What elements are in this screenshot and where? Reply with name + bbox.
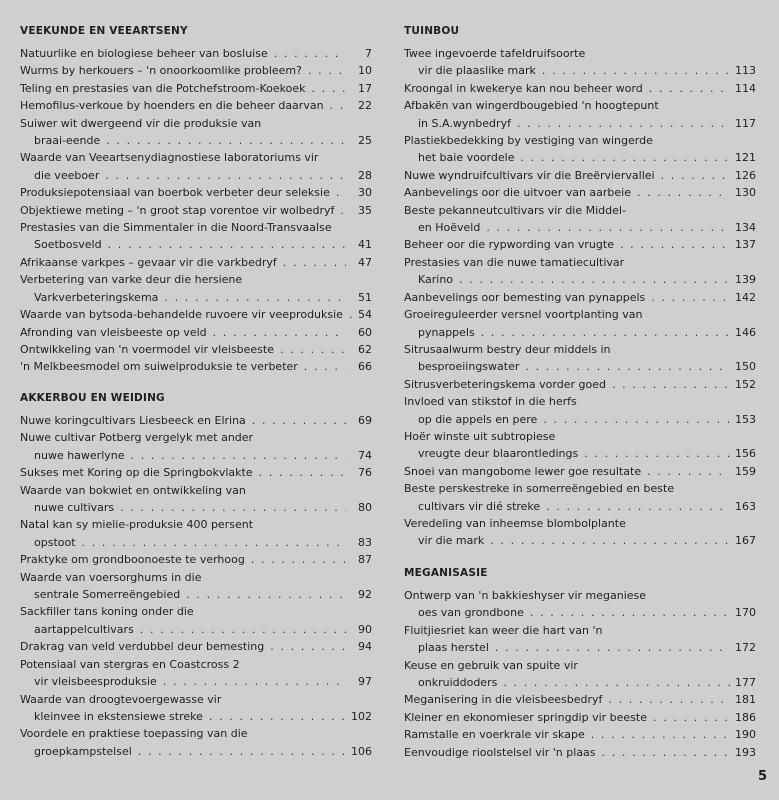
dot-leader [517, 115, 730, 132]
entry-page-number: 106 [351, 744, 372, 758]
toc-list [20, 45, 372, 376]
entry-page-number: 74 [358, 448, 372, 462]
entry-title-line: vir vleisbeesproduksie [34, 675, 157, 689]
entry-title-line: Hemofilus-verkoue by hoenders en die beheer daarvan [20, 99, 324, 113]
entry-page-number: 87 [358, 553, 372, 567]
entry-title-line: Afbakën van wingerdbougebied 'n hoogtepunt [404, 99, 659, 113]
entry-title-line: Sukses met Koring op die Springbokvlakte [20, 466, 253, 480]
entry-last-line [404, 236, 734, 253]
entry-title-line: Ontwikkeling van 'n voermodel vir vleisbeeste [20, 342, 275, 356]
entry-page-number: 150 [735, 360, 756, 374]
dot-leader [340, 202, 346, 219]
dot-leader [82, 534, 346, 551]
entry-title-line: nuwe cultivars [34, 501, 115, 515]
entry-page-number: 181 [735, 693, 756, 707]
toc-entry[interactable] [404, 376, 756, 393]
entry-last-line [20, 341, 350, 358]
entry-last-line [20, 184, 350, 201]
entry-page-number: 159 [735, 464, 756, 478]
dot-leader [304, 358, 346, 375]
toc-entry[interactable] [20, 691, 372, 726]
toc-entry[interactable] [404, 236, 756, 253]
entry-title-line: vir die mark [418, 534, 485, 548]
dot-leader [270, 638, 346, 655]
toc-entry[interactable] [20, 254, 372, 271]
toc-list [404, 45, 756, 550]
entry-page-number: 146 [735, 325, 756, 339]
entry-title-line: Afronding van vleisbeeste op veld [20, 325, 207, 339]
entry-title-line: vir die plaaslike mark [418, 64, 536, 78]
entry-title-line: Fluitjiesriet kan weer die hart van 'n [404, 623, 603, 637]
entry-last-line [404, 445, 734, 462]
entry-title-line: Invloed van stikstof in die herfs [404, 395, 577, 409]
entry-title-line: Kroongal in kwekerye kan nou beheer word [404, 81, 643, 95]
toc-entry[interactable] [404, 341, 756, 376]
entry-last-line [404, 184, 734, 201]
toc-entry[interactable] [404, 657, 756, 692]
toc-entry[interactable] [20, 184, 372, 201]
dot-leader [546, 498, 730, 515]
entry-page-number: 134 [735, 221, 756, 235]
entry-title-line: Wurms by herkouers – 'n onoorkoomlike probleem? [20, 64, 302, 78]
entry-page-number: 60 [358, 325, 372, 339]
entry-page-number: 62 [358, 342, 372, 356]
dot-leader [612, 376, 730, 393]
dot-leader [486, 219, 730, 236]
toc-entry[interactable] [20, 62, 372, 79]
entry-last-line [404, 324, 734, 341]
entry-title-line: die veeboer [34, 168, 100, 182]
entry-last-line [20, 447, 350, 464]
toc-section-veekunde-en-veeartseny [20, 25, 372, 376]
entry-title-line: Verbetering van varke deur die hersiene [20, 273, 243, 287]
dot-leader [274, 45, 346, 62]
entry-title-line: Produksiepotensiaal van boerbok verbeter deur seleksie [20, 186, 330, 200]
entry-last-line [404, 376, 734, 393]
entry-last-line [404, 691, 734, 708]
entry-title-line: Waarde van bokwiet en ontwikkeling van [20, 483, 246, 497]
toc-entry[interactable] [20, 725, 372, 760]
entry-title-line: braai-eende [34, 134, 101, 148]
entry-title-line: Natal kan sy mielie-produksie 400 persent [20, 518, 254, 532]
entry-page-number: 94 [358, 640, 372, 654]
toc-entry[interactable] [404, 167, 756, 184]
section-heading: AKKERBOU EN WEIDING [20, 392, 165, 404]
entry-title-line: Plastiekbedekking by vestiging van wingerde [404, 134, 653, 148]
entry-page-number: 113 [735, 64, 756, 78]
dot-leader [649, 80, 730, 97]
entry-page-number: 139 [735, 273, 756, 287]
toc-entry[interactable] [404, 744, 756, 761]
toc-entry[interactable] [20, 115, 372, 150]
dot-leader [213, 324, 346, 341]
entry-last-line [20, 621, 350, 638]
entry-title-line: sentrale Somerreëngebied [34, 588, 181, 602]
entry-last-line [404, 271, 734, 288]
entry-last-line [20, 551, 350, 568]
toc-entry[interactable] [404, 480, 756, 515]
entry-title-line: Prestasies van die Simmentaler in die Noord-Transvaalse [20, 221, 332, 235]
entry-title-line: Keuse en gebruik van spuite vir [404, 658, 578, 672]
entry-title-line: Hoër winste uit subtropiese [404, 429, 556, 443]
entry-last-line [20, 202, 350, 219]
entry-title-line: Waarde van droogtevoergewasse vir [20, 692, 222, 706]
entry-last-line [20, 289, 350, 306]
entry-title-line: Aanbevelings oor bemesting van pynappels [404, 290, 646, 304]
entry-title-line: Karino [418, 273, 454, 287]
entry-title-line: Soetbosveld [34, 238, 102, 252]
entry-page-number: 47 [358, 255, 372, 269]
entry-title-line: oes van grondbone [418, 606, 524, 620]
dot-leader [259, 464, 346, 481]
toc-entry[interactable] [20, 202, 372, 219]
dot-leader [108, 236, 346, 253]
entry-title-line: groepkampstelsel [34, 744, 132, 758]
dot-leader [525, 358, 730, 375]
entry-title-line: Waarde van voersorghums in die [20, 570, 202, 584]
toc-entry[interactable] [404, 691, 756, 708]
entry-page-number: 10 [358, 64, 372, 78]
toc-section-tuinbou [404, 25, 756, 550]
entry-page-number: 186 [735, 710, 756, 724]
toc-entry[interactable] [20, 482, 372, 517]
entry-page-number: 54 [358, 308, 372, 322]
entry-last-line [404, 411, 734, 428]
toc-entry[interactable] [404, 132, 756, 167]
entry-title-line: plaas herstel [418, 641, 489, 655]
entry-title-line: Voordele en praktiese toepassing van die [20, 727, 248, 741]
entry-page-number: 126 [735, 168, 756, 182]
entry-page-number: 17 [358, 81, 372, 95]
dot-leader [602, 744, 730, 761]
entry-last-line [404, 62, 734, 79]
entry-title-line: Kleiner en ekonomieser springdip vir beeste [404, 710, 647, 724]
toc-section-akkerbou-en-weiding [20, 392, 372, 760]
entry-last-line [20, 499, 350, 516]
entry-title-line: aartappelcultivars [34, 622, 134, 636]
toc-entry[interactable] [20, 341, 372, 358]
toc-entry[interactable] [20, 551, 372, 568]
toc-entry[interactable] [20, 569, 372, 604]
toc-entry[interactable] [20, 603, 372, 638]
entry-title-line: onkruiddoders [418, 676, 498, 690]
entry-title-line: Afrikaanse varkpes – gevaar vir die varkbedryf [20, 255, 277, 269]
entry-title-line: Objektiewe meting – 'n groot stap vorentoe vir wolbedryf [20, 203, 335, 217]
entry-page-number: 170 [735, 606, 756, 620]
dot-leader [251, 551, 346, 568]
toc-entry[interactable] [404, 515, 756, 550]
entry-last-line [404, 167, 734, 184]
toc-entry[interactable] [20, 412, 372, 429]
entry-page-number: 51 [358, 290, 372, 304]
entry-last-line [404, 604, 734, 621]
entry-page-number: 177 [735, 676, 756, 690]
dot-leader [543, 411, 730, 428]
section-heading: TUINBOU [404, 25, 460, 37]
entry-title-line: Suiwer wit dwergeend vir die produksie van [20, 116, 262, 130]
dot-leader [330, 97, 346, 114]
entry-last-line [404, 115, 734, 132]
dot-leader [120, 499, 346, 516]
entry-title-line: pynappels [418, 325, 475, 339]
toc-entry[interactable] [20, 45, 372, 62]
entry-page-number: 25 [358, 134, 372, 148]
dot-leader [490, 532, 730, 549]
entry-title-line: op die appels en pere [418, 412, 538, 426]
dot-leader [105, 167, 346, 184]
entry-last-line [20, 324, 350, 341]
entry-page-number: 80 [358, 501, 372, 515]
entry-last-line [404, 709, 734, 726]
toc-entry[interactable] [404, 393, 756, 428]
entry-title-line: Veredeling van inheemse blombolplante [404, 516, 626, 530]
dot-leader [336, 184, 346, 201]
entry-title-line: Teling en prestasies van die Potchefstroom-Koekoek [20, 81, 306, 95]
entry-last-line [20, 167, 350, 184]
dot-leader [209, 708, 346, 725]
dot-leader [591, 726, 730, 743]
entry-page-number: 83 [358, 535, 372, 549]
entry-page-number: 66 [358, 360, 372, 374]
entry-page-number: 152 [735, 377, 756, 391]
entry-last-line [404, 80, 734, 97]
toc-entry[interactable] [20, 271, 372, 306]
entry-title-line: het baie voordele [418, 151, 515, 165]
entry-title-line: Natuurlike en biologiese beheer van bosluise [20, 47, 268, 60]
entry-title-line: Twee ingevoerde tafeldruifsoorte [404, 47, 586, 60]
toc-entry[interactable] [404, 202, 756, 237]
entry-page-number: 41 [358, 238, 372, 252]
dot-leader [280, 341, 346, 358]
dot-leader [140, 621, 346, 638]
dot-leader [647, 463, 730, 480]
toc-list [404, 587, 756, 761]
toc-entry[interactable] [20, 306, 372, 323]
entry-last-line [404, 149, 734, 166]
dot-leader [308, 62, 346, 79]
toc-entry[interactable] [20, 324, 372, 341]
entry-title-line: besproeiingswater [418, 360, 520, 374]
entry-page-number: 172 [735, 641, 756, 655]
toc-entry[interactable] [404, 254, 756, 289]
dot-leader [283, 254, 346, 271]
toc-entry[interactable] [404, 184, 756, 201]
entry-page-number: 114 [735, 81, 756, 95]
entry-last-line [20, 236, 350, 253]
toc-entry[interactable] [404, 289, 756, 306]
dot-leader [608, 691, 730, 708]
toc-entry[interactable] [404, 587, 756, 622]
entry-last-line [20, 412, 350, 429]
entry-last-line [20, 254, 350, 271]
entry-page-number: 22 [358, 99, 372, 113]
entry-title-line: 'n Melkbeesmodel om suiwelproduksie te verbeter [20, 360, 298, 374]
section-heading: MEGANISASIE [404, 567, 488, 579]
entry-last-line [20, 306, 350, 323]
entry-last-line [20, 62, 350, 79]
entry-title-line: Prestasies van die nuwe tamatiecultivar [404, 255, 625, 269]
entry-page-number: 156 [735, 447, 756, 461]
dot-leader [653, 709, 730, 726]
entry-last-line [20, 132, 350, 149]
entry-last-line [404, 674, 734, 691]
dot-leader [138, 743, 346, 760]
dot-leader [637, 184, 730, 201]
entry-page-number: 69 [358, 414, 372, 427]
entry-page-number: 28 [358, 168, 372, 182]
entry-page-number: 163 [735, 499, 756, 513]
entry-title-line: Sitrusaalwurm bestry deur middels in [404, 342, 611, 356]
dot-leader [620, 236, 730, 253]
toc-entry[interactable] [404, 306, 756, 341]
section-heading: VEEKUNDE EN VEEARTSENY [20, 25, 188, 37]
toc-entry[interactable] [404, 622, 756, 657]
entry-last-line [20, 638, 350, 655]
entry-title-line: Varkverbeteringskema [34, 290, 159, 304]
entry-title-line: Sackfiller tans koning onder die [20, 605, 194, 619]
entry-page-number: 117 [735, 116, 756, 130]
entry-title-line: Sitrusverbeteringskema vorder goed [404, 377, 606, 391]
dot-leader [520, 149, 730, 166]
dot-leader [542, 62, 730, 79]
entry-page-number: 92 [358, 588, 372, 602]
entry-page-number: 7 [365, 47, 372, 60]
entry-last-line [404, 498, 734, 515]
dot-leader [131, 447, 346, 464]
entry-last-line [20, 586, 350, 603]
entry-title-line: cultivars vir dié streke [418, 499, 541, 513]
entry-title-line: Praktyke om grondboonoeste te verhoog [20, 553, 245, 567]
entry-title-line: Potensiaal van stergras en Coastcross 2 [20, 657, 240, 671]
dot-leader [186, 586, 346, 603]
toc-entry[interactable] [404, 45, 756, 80]
entry-page-number: 90 [358, 622, 372, 636]
entry-title-line: Ontwerp van 'n bakkieshyser vir meganiese [404, 589, 647, 602]
toc-entry[interactable] [404, 97, 756, 132]
entry-page-number: 130 [735, 186, 756, 200]
entry-page-number: 190 [735, 728, 756, 742]
entry-last-line [404, 289, 734, 306]
entry-title-line: Waarde van bytsoda-behandelde ruvoere vir veeproduksie [20, 308, 343, 322]
entry-page-number: 137 [735, 238, 756, 252]
entry-page-number: 35 [358, 203, 372, 217]
dot-leader [459, 271, 730, 288]
entry-title-line: Eenvoudige rioolstelsel vir 'n plaas [404, 745, 596, 759]
toc-list [20, 412, 372, 760]
toc-entry[interactable] [20, 516, 372, 551]
toc-entry[interactable] [20, 358, 372, 375]
toc-entry[interactable] [20, 429, 372, 464]
entry-page-number: 102 [351, 709, 372, 723]
entry-title-line: Nuwe koringcultivars Liesbeeck en Elrina [20, 414, 246, 427]
dot-leader [503, 674, 730, 691]
entry-title-line: kleinvee in ekstensiewe streke [34, 709, 203, 723]
entry-last-line [404, 219, 734, 236]
entry-page-number: 76 [358, 466, 372, 480]
entry-page-number: 30 [358, 186, 372, 200]
entry-title-line: Meganisering in die vleisbeesbedryf [404, 693, 603, 707]
entry-title-line: nuwe hawerlyne [34, 448, 125, 462]
entry-title-line: Nuwe cultivar Potberg vergelyk met ander [20, 431, 254, 445]
dot-leader [530, 604, 730, 621]
entry-title-line: Beste pekanneutcultivars vir die Middel- [404, 203, 626, 217]
toc-entry[interactable] [20, 464, 372, 481]
entry-page-number: 142 [735, 290, 756, 304]
entry-title-line: Groeireguleerder versnel voortplanting van [404, 308, 643, 322]
entry-page-number: 193 [735, 745, 756, 759]
entry-last-line [404, 532, 734, 549]
entry-title-line: vreugte deur blaarontledings [418, 447, 579, 461]
page-number: 5 [757, 769, 767, 784]
entry-last-line [404, 639, 734, 656]
entry-last-line [20, 708, 350, 725]
dot-leader [252, 412, 346, 429]
entry-last-line [20, 673, 350, 690]
dot-leader [651, 289, 730, 306]
entry-title-line: Ramstalle en voerkrale vir skape [404, 728, 585, 742]
toc-entry[interactable] [20, 219, 372, 254]
entry-last-line [404, 726, 734, 743]
entry-last-line [404, 744, 734, 761]
dot-leader [584, 445, 730, 462]
toc-entry[interactable] [404, 726, 756, 743]
entry-title-line: Beheer oor die rypwording van vrugte [404, 238, 614, 252]
dot-leader [164, 289, 346, 306]
toc-entry[interactable] [20, 638, 372, 655]
dot-leader [106, 132, 346, 149]
toc-entry[interactable] [20, 97, 372, 114]
entry-title-line: opstoot [34, 535, 76, 549]
entry-last-line [20, 45, 350, 62]
dot-leader [311, 80, 346, 97]
toc-entry[interactable] [404, 709, 756, 726]
dot-leader [163, 673, 346, 690]
entry-page-number: 167 [735, 534, 756, 548]
entry-title-line: en Hoëveld [418, 221, 481, 235]
entry-last-line [20, 97, 350, 114]
toc-entry[interactable] [404, 80, 756, 97]
toc-entry[interactable] [20, 656, 372, 691]
entry-page-number: 97 [358, 675, 372, 689]
entry-last-line [20, 80, 350, 97]
entry-title-line: Beste perskestreke in somerreëngebied en beste [404, 482, 675, 496]
entry-title-line: in S.A.wynbedryf [418, 116, 511, 130]
entry-title-line: Nuwe wyndruifcultivars vir die Breërviervallei [404, 168, 655, 182]
entry-last-line [404, 463, 734, 480]
dot-leader [661, 167, 730, 184]
entry-page-number: 153 [735, 412, 756, 426]
toc-entry[interactable] [20, 149, 372, 184]
entry-title-line: Snoei van mangobome lewer goe resultate [404, 464, 642, 478]
dot-leader [481, 324, 730, 341]
entry-title-line: Aanbevelings oor die uitvoer van aarbeie [404, 186, 632, 200]
entry-last-line [20, 464, 350, 481]
entry-last-line [20, 358, 350, 375]
toc-section-meganisasie [404, 567, 756, 761]
entry-title-line: Waarde van Veeartsenydiagnostiese laboratoriums vir [20, 151, 319, 165]
toc-entry[interactable] [404, 463, 756, 480]
entry-last-line [20, 743, 350, 760]
entry-title-line: Drakrag van veld verdubbel deur bemesting [20, 640, 265, 654]
toc-entry[interactable] [20, 80, 372, 97]
entry-last-line [404, 358, 734, 375]
entry-page-number: 121 [735, 151, 756, 165]
entry-last-line [20, 534, 350, 551]
toc-entry[interactable] [404, 428, 756, 463]
dot-leader [495, 639, 730, 656]
